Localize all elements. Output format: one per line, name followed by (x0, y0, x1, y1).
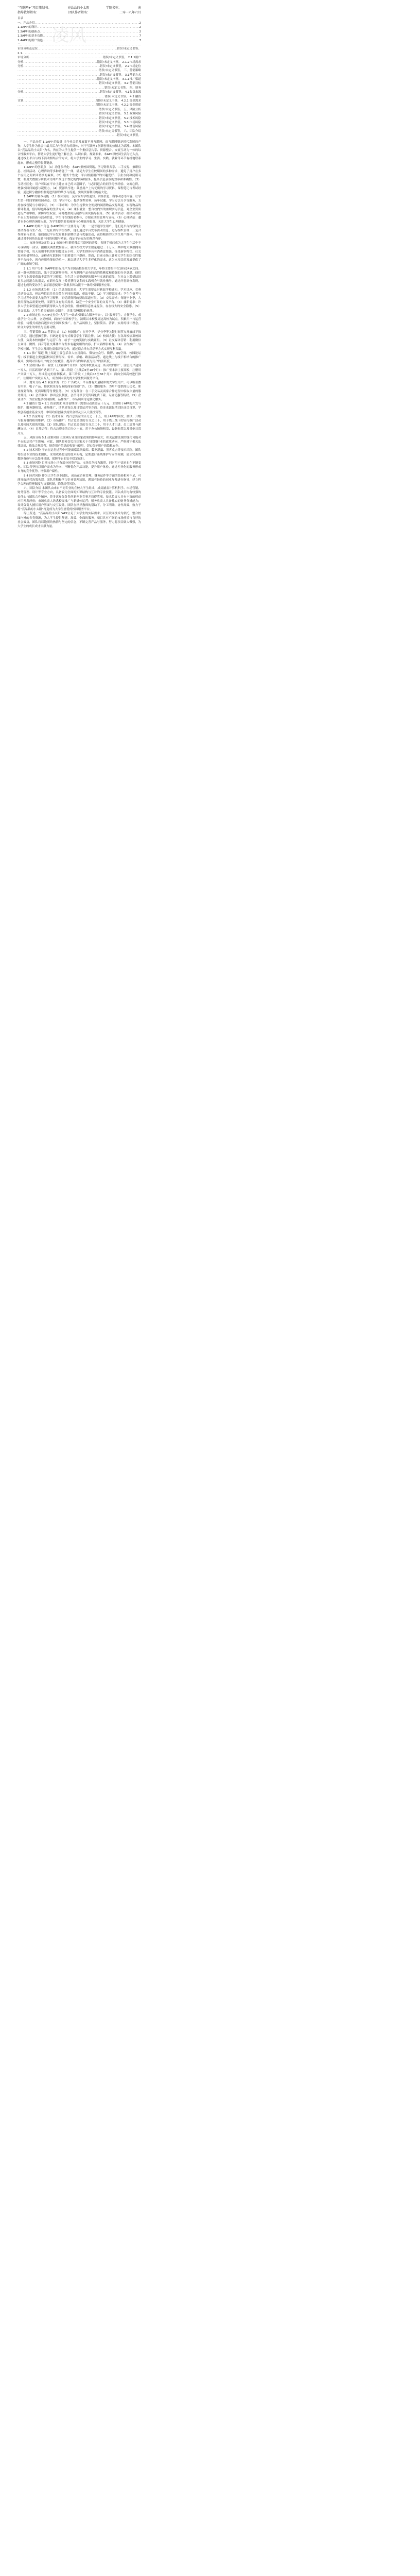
toc-leader-dots (18, 77, 97, 81)
toc-entry[interactable] (18, 21, 141, 25)
toc-entry-title: 分析 (18, 60, 24, 64)
group-label: 团队作者姓名： (68, 11, 90, 14)
toc-entry-title: 分析 (18, 91, 24, 94)
toc-entry-page: 错误!未定义书签。 5.1 政策风险 (99, 112, 141, 116)
toc-entry[interactable] (18, 34, 141, 38)
toc-entry-title: 分析 (18, 64, 24, 68)
toc-entry[interactable] (18, 60, 141, 64)
toc-entry-title: 一、产品介绍 (18, 22, 35, 25)
toc-entry[interactable] (18, 112, 141, 116)
toc-leader-dots (35, 21, 139, 25)
toc-entry-page: 错误!未定义书签。 (117, 47, 141, 51)
date-label: 二零一八年六月 (119, 11, 141, 14)
toc-entry[interactable] (18, 77, 141, 81)
body-paragraph: 1.3APP 的基本功能 （1）校园资讯：及时发布学校通知、讲座信息、赛事动态等内容，让学生第一时间掌握校园动态。（2）学习中心：提供课程资料、历年试题、学习方法分享等服务，支持在线答疑与小组学习。（3）二手市场：为学生提供安全便捷的闲置物品交易渠道，实现物品的循环利用，倡导绿色环保的生活方式。（4）兼职就业：整合校内外的兼职实习信息，对企业资质进行严格审核，保障学生权益，同时提供简历制作与面试指导服务。（5）社团活动：社团可以在平台上发布招新与活动信息，学生可在线报名参与，方便社团的管理与宣传。（6）心理驿站：邀请专业心理咨询师入驻，为学生提供匿名倾诉与心理疏导服务，关注大学生心理健康。 (18, 195, 141, 224)
table-of-contents (18, 16, 141, 138)
toc-entry-page: 错误!未定义书签。 四、财务 (104, 86, 141, 90)
body-paragraph: 2.1.1 用户分析 本APP的目标用户为全国高校在校大学生，年龄主要集中在18至24岁之间。这一群体思维活跃，乐于尝试新鲜事物，对互联网产品有较高的依赖度和较强的分享意愿。他们在学习上需要获取丰富的学习资源，在生活上需要便捷的服务与实惠的商品，在社交上渴望结识更多志同道合的朋友，在职业发展上希望获得更多的实践机会与就业指导。通过问卷调查发现，超过七成的受访学生表示愿意使用一款集多种功能于一体的校园服务应用。 (18, 267, 141, 287)
toc-entry-title: 二、 (18, 43, 24, 46)
toc-entry-page: 7 (139, 35, 141, 38)
toc-entry[interactable] (18, 103, 141, 107)
toc-leader-dots (43, 34, 139, 38)
toc-leader-dots (29, 56, 102, 60)
toc-entry[interactable] (18, 39, 141, 43)
toc-entry-title: 1.2APP 的创新点 (18, 30, 40, 33)
toc-entry-title: 市场分析 (18, 56, 29, 60)
toc-leader-dots (37, 25, 139, 29)
toc-leader-dots (18, 112, 99, 116)
toc-entry[interactable] (18, 81, 141, 86)
toc-entry[interactable] (18, 25, 141, 29)
body-paragraph: 综上所述，“亮晶晶的小太阳”APP立足于大学生的实际需求，以互联网技术为依托，整合校园内外的各类资源，为大学生提供便捷、高效、全面的服务。项目具有广阔的市场前景与良好的社会效益，团队将以饱满的热情与坚定的信念，不断完善产品与服务，努力将项目做大做强，为大学生的成长成才贡献力量。 (18, 512, 141, 529)
body-paragraph: 2.1.2 市场需求分析 （1）信息获取需求：大学生需要及时获取学校通知、学术讲座、竞赛活动等信息，但这些信息往往分散在不同的渠道，获取不便。（2）学习资源需求：学生在备考与学习过程中需要大量的学习资料，而优质资料的获取渠道有限。（3）交易需求：每逢毕业季，大量闲置物品需要处理，而新生又有购买需求，缺乏一个安全可靠的交易平台。（4）兼职需求：许多大学生希望通过兼职获得收入与社会经验，但兼职信息鱼龙混杂，存在较大的安全隐患。（5）社交需求：大学生希望拓展社交圈子，寻找兴趣相投的伙伴。 (18, 288, 141, 313)
toc-entry[interactable] (18, 64, 141, 69)
toc-entry[interactable] (18, 129, 141, 133)
toc-entry[interactable] (18, 56, 141, 60)
toc-entry[interactable] (18, 73, 141, 77)
toc-leader-dots (43, 39, 139, 43)
body-paragraph: 一、产品介绍 1.1APP 的设计 当今社会的发展离不开互联网，而互联网则是时代发展的产物，大学生作为社会中最具活力与创造力的群体，对于互联网+创新创业的热情尤为高涨。本团队以“亮晶晶的小太阳”为名，旨在为大学生提供一个集信息共享、资源整合、交流互动为一体的综合性服务平台，帮助大学生更好地了解社会、认识自我、规划未来。本APP以校园生活为切入点，通过线上平台与线下活动相结合的方式，将大学生的学习、生活、实践、就业等环节有机地联系起来，形成完整的服务链条。 (18, 140, 141, 165)
toc-leader-dots (18, 116, 99, 121)
toc-title: 目录 (18, 17, 24, 20)
product-label: 亮晶晶的小太阳 (67, 6, 90, 10)
toc-entry[interactable] (18, 69, 141, 73)
toc-entry-page: 错误!未定义书签。 3.1.1推广渠道 (97, 78, 141, 81)
toc-entry-page: 错误!未定义书签。 五、风险分析 (98, 108, 141, 111)
body-paragraph: 5.4 经营风险 作为大学生创业团队，成员在企业管理、财务运作等方面的经验相对不足，可能导致经营决策失误。团队将积极学习企业管理知识，聘请有经验的创业导师进行指导，建立科学合理的管理制度与决策机制，降低经营风险。 (18, 474, 141, 486)
toc-entry[interactable] (18, 121, 141, 125)
toc-entry[interactable] (18, 52, 141, 56)
body-paragraph: 2.2 市场定位 本APP定位为“大学生一站式校园综合服务平台”，以“服务学生、方便学生、成就学生”为宗旨，立足校园，面向全国高校学生。初期以本校及周边高校为试点，积累用户与运营经验，待模式成熟后逐步向全国高校推广。在产品风格上，坚持简洁、清新、实用的设计理念，贴合大学生的审美与使用习惯。 (18, 313, 141, 330)
author-label: 指导教师姓名： (18, 11, 40, 14)
body-paragraph: 1.2APP 的创新点 （1）功能多样化：本APP集校园资讯、学习资料共享、二手交易、兼职信息、社团活动、心理咨询等多种功能于一体，满足大学生在校期间的多种需求，避免了用户在多个应用之间来回切换的麻烦。（2）服务个性化：平台根据用户的兴趣爱好、专业方向和使用习惯，利用大数据分析技术为用户推送个性化的内容和服务，提高信息获取的效率和准确性。（3）互动社区化：用户可以在平台上建立自己的兴趣圈子，与志同道合的同学分享经验、交流心得，增强校园归属感与凝聚力。（4）资源共享化：鼓励用户上传优质的学习资料、课程笔记与考试经验，通过积分激励机制促进资源的共享与流通，实现资源利用的最大化。 (18, 165, 141, 194)
toc-lines (18, 21, 141, 138)
body-text (18, 140, 141, 529)
body-paragraph: 3.2 营销目标 第一阶段（上线后6个月内）：完成本校及周边三所高校的推广，注册用户达到一万人，日活跃用户达到三千人。第二阶段（上线后6至18个月）：推广至本省主要高校，注册用户突破十万人，形成稳定的盈利模式。第三阶段（上线后18至36个月）：面向全国高校进行推广，注册用户突破百万人，成为国内领先的大学生校园服务平台。 (18, 364, 141, 380)
toc-entry[interactable] (18, 125, 141, 129)
toc-leader-dots (18, 125, 99, 129)
toc-entry-page: 错误!未定义书签。 2.2市场定位 (99, 64, 141, 68)
toc-entry[interactable] (18, 108, 141, 112)
toc-entry-page: 错误!未定义书签。 2.1.2市场需求 (97, 60, 141, 64)
toc-leader-dots (22, 52, 141, 56)
body-paragraph: 5.2 技术风险 平台在运行过程中可能面临系统故障、数据泄露、黑客攻击等技术风险。团队将组建专业的技术团队，采用成熟稳定的技术架构，定期进行系统维护与安全检测，建立完善的数据备份与应急处理机制，保障平台的安全稳定运行。 (18, 449, 141, 461)
toc-leader-dots (23, 90, 100, 94)
toc-leader-dots (23, 64, 100, 69)
toc-entry[interactable] (18, 116, 141, 121)
toc-entry-page: 2 (139, 30, 141, 33)
toc-leader-dots (23, 60, 97, 64)
body-paragraph: 四、财务分析 4.1 收益来源 （1）广告收入：平台拥有大量精准的大学生用户，可以吸引教育培训、电子产品、餐饮娱乐等行业的商家投放广告。（2）增值服务：为用户提供简历优化、职业规划咨询、优质课程等付费服务。（3）交易佣金：在二手交易及商家合作过程中收取少量的服务费用。（4）会员服务：推出会员制度，会员可以享受资料免费下载、专属优惠等特权。（5）企业合作：为企业提供校园招聘、品牌推广、市场调研等定制化服务。 (18, 381, 141, 401)
toc-leader-dots (18, 121, 99, 125)
toc-entry-page: 错误!未定义书签。 (117, 134, 141, 138)
toc-entry[interactable] (18, 95, 141, 99)
toc-entry-page: 错误!未定义书签。 5.2 技术风险 (99, 116, 141, 120)
toc-leader-dots (23, 99, 96, 103)
toc-leader-dots (18, 81, 99, 86)
document-body (18, 6, 141, 529)
toc-leader-dots (38, 47, 117, 51)
toc-entry-title: 1.1APP 的设计 (18, 26, 38, 29)
toc-leader-dots (18, 108, 99, 112)
toc-entry[interactable] (18, 30, 141, 34)
cover-subheader (18, 11, 141, 15)
toc-entry-page: 错误!未定义书签。 六、团队介绍 (98, 129, 141, 133)
cover-header (18, 6, 141, 11)
toc-leader-dots (23, 43, 141, 47)
toc-entry-title: 2.1 (18, 52, 22, 55)
toc-entry-page: 错误!未定义书签。 4.2 融资 (104, 95, 141, 98)
body-paragraph: 4.2.2 资金用途 （1）技术开发：约占总资金的百分之三十五，用于APP的研发、测试、升级与服务器的租用维护。（2）市场推广：约占总资金的百分之三十，用于线上线下的宣传推广活动以及校园大使的奖励。（3）团队建设：约占总资金的百分之二十，用于人才引进、员工培训与薪酬支出。（4）日常运营：约占总资金的百分之十五，用于办公场地租赁、设备购置以及其他日常开支。 (18, 415, 141, 435)
toc-leader-dots (18, 69, 99, 73)
toc-entry-page: 错误!未定义书签。 5.4 经营风险 (99, 125, 141, 129)
body-paragraph: 六、团队介绍 本团队由来自不同专业的在校大学生组成，成员涵盖计算机科学、市场营销、财务管理、设计等专业方向，具备较为全面的知识结构与互补的专业技能。团队成员均有较强的责任心与团队合作精神，曾多次参加各类创新创业竞赛并获得奖项。技术负责人具有丰富的移动应用开发经验；市场负责人熟悉校园推广与新媒体运营；财务负责人具备扎实的财务分析能力；设计负责人擅长用户界面与交互设计。团队在指导教师的帮助下，分工明确、协作高效，致力于将“亮晶晶的小太阳”打造成为大学生喜爱的校园服务平台。 (18, 487, 141, 512)
toc-entry[interactable] (18, 99, 141, 103)
body-paragraph: 1.4APP 的用户角色 本APP的用户主要分为三类：一是普通学生用户，他们是平台内容的主要消费者与生产者；二是社团与学生组织，他们通过平台发布活动信息、进行组织管理；三是合作商家与企业，他们通过平台发布兼职招聘信息与优惠活动，获得精准的大学生用户群体。平台通过对不同角色设置不同的权限与功能，保证平台运行的规范有序。 (18, 225, 141, 241)
toc-entry-page: 错误!未定义书签。 4.2.1 资金需求 (96, 99, 141, 103)
toc-entry-page: 错误!未定义书签。 3.2 营销目标 (99, 82, 141, 86)
toc-leader-dots (18, 103, 96, 107)
toc-entry-page: 错误!未定义书签。 三、营销策略 (98, 69, 141, 73)
toc-entry-title: 1.4APP 的用户角色 (18, 39, 43, 42)
school-label: 学院名称： (106, 6, 121, 10)
body-paragraph: 3.1.1 推广渠道 线上渠道主要包括各大应用商店、微信公众号、微博、QQ空间、校园论坛等；线下渠道主要包括校园宣传海报、传单、横幅、路演活动等。通过线上与线下相结合的推广模式，实现对目标用户的全方位覆盖，提高平台的知名度与用户的活跃度。 (18, 351, 141, 364)
body-paragraph: 二、市场分析及定位 2.1 市场分析 随着移动互联网的普及，智能手机已成为大学生生活中不可或缺的一部分。据相关调查数据显示，我国在校大学生数量超过三千万人，其中绝大多数拥有智能手机，每天使用手机的时间超过五小时。大学生群体具有消费意愿强、接受新事物快、社交需求旺盛等特点，是移动互联网应用的重要用户群体。然而，目前市场上针对大学生的综合性服务平台较少，现有应用功能较为单一，难以满足大学生多样化的需求，这为本项目的发展提供了广阔的市场空间。 (18, 242, 141, 266)
toc-entry-page: 错误!未定义书签。 4.1收益来源 (99, 91, 141, 94)
toc-leader-dots (18, 86, 104, 90)
body-paragraph: 三、营销策略 3.1 营销方式 （1）校园推广：在开学季、毕业季等关键时间节点开展线下推广活动，通过摆摊宣传、扫码送礼等方式吸引学生下载注册。（2）校园大使：在各高校招募校园大使，负责本校的推广与运营工作，给予一定的奖励与实践证明。（3）社交媒体营销：利用微信公众号、微博、抖音等社交媒体平台发布有趣实用的内容，扩大品牌影响力。（4）合作推广：与学校社团、学生会以及周边商家开展合作，通过联合举办活动等方式实现互利共赢。 (18, 330, 141, 351)
toc-entry-page: 错误!未定义书签。 2.1.1用户 (102, 56, 141, 60)
body-paragraph: 5.3 市场风险 目前市场上已有部分同类产品，市场竞争较为激烈，同时用户需求也在不断变化。团队将坚持以用户需求为导向，不断优化产品功能，提升用户体验，通过差异化的服务形成自身的竞争优势，增强用户黏性。 (18, 461, 141, 473)
toc-leader-dots (18, 133, 117, 138)
toc-entry-title: 市场分析及定位 (18, 47, 38, 51)
toc-entry[interactable] (18, 86, 141, 90)
toc-leader-dots (18, 129, 99, 133)
school-value: 南 (137, 6, 141, 10)
toc-entry-title: 1.3APP 的基本功能 (18, 35, 43, 38)
toc-entry-page: 2 (139, 22, 141, 25)
toc-leader-dots (18, 73, 100, 77)
body-paragraph: 五、风险分析 5.1 政策风险 互联网行业受国家政策的影响较大，相关法律法规的变化可能对平台的运营产生影响。对此，团队将密切关注国家关于互联网行业的政策动向，严格遵守相关法律法规，依法合规经营，规范用户信息的收集与使用，切实保护用户的隐私安全。 (18, 436, 141, 448)
project-label: “互联网+”项目策划书。 (18, 6, 51, 10)
body-paragraph: 4.2 融资计划 4.2.1 资金需求 项目初期预计需要启动资金五十万元，主要用于APP的开发与维护、服务器租赁、市场推广、团队建设以及日常运营等方面。资金来源包括团队成员自筹、学校创新创业基金支持、申请政府创业扶持资金以及引入天使投资等。 (18, 402, 141, 414)
toc-entry-title: 计划 (18, 99, 24, 103)
toc-leader-dots (18, 95, 104, 99)
watermark-text: 凌风 (51, 25, 86, 46)
toc-leader-dots (40, 30, 139, 34)
toc-entry-page: 错误!未定义书签。 5.3 市场风险 (99, 121, 141, 124)
toc-entry[interactable] (18, 47, 141, 51)
toc-entry-page: 错误!未定义书签。 3.1营销方式 (99, 73, 141, 77)
toc-entry[interactable] (18, 90, 141, 94)
toc-entry[interactable] (18, 133, 141, 138)
toc-entry-page: 7 (139, 39, 141, 42)
toc-entry-page: 错误!未定义书签。 4.2.2 资金用途 (96, 104, 141, 107)
toc-entry[interactable] (18, 43, 141, 47)
toc-entry-page: 2 (139, 26, 141, 29)
